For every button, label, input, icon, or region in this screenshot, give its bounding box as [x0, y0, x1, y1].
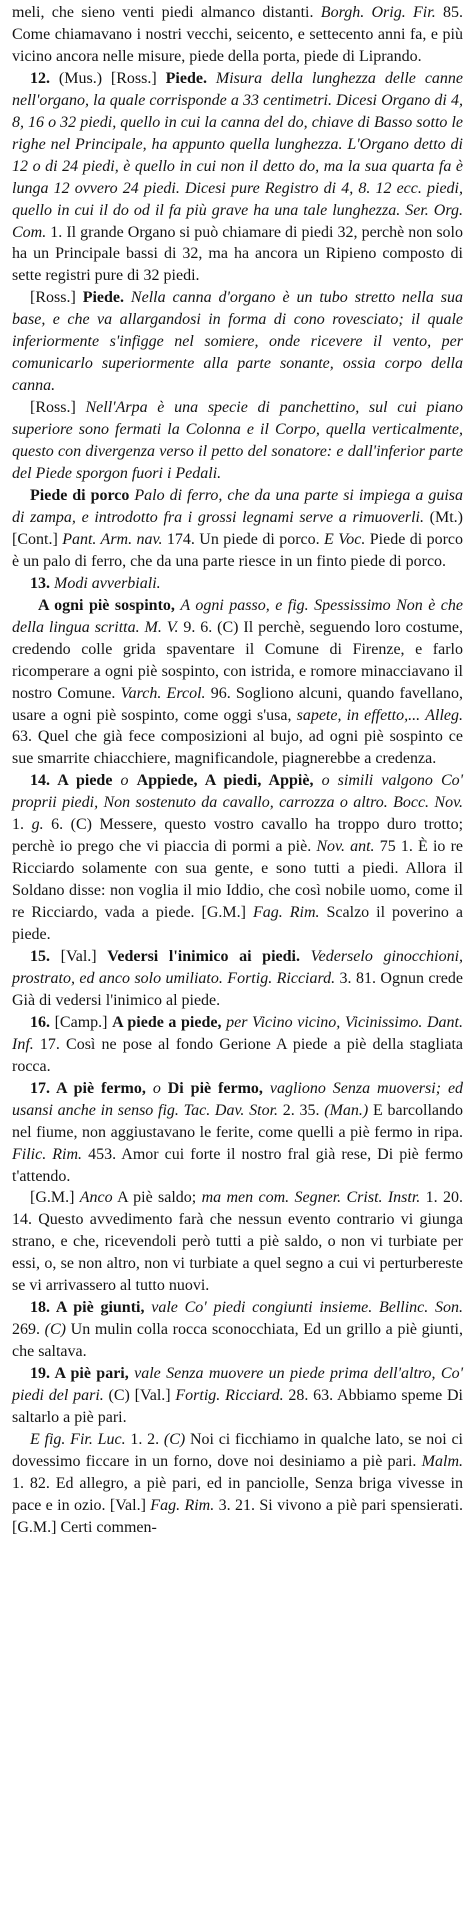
body-text: 28. 63. Abbiamo speme Di saltarlo a piè pari. — [12, 1387, 463, 1426]
italic-text: Alleg. — [425, 706, 463, 724]
italic-text: (C) — [44, 1321, 66, 1339]
body-text: 1. 2. — [125, 1430, 164, 1448]
body-text: Un mulin colla rocca sconocchiata, Ed un grillo a piè giunti, che saltava. — [12, 1321, 463, 1361]
italic-text: Fortig. Ricciard. — [175, 1387, 284, 1405]
entry-paragraph-p01 — [12, 2, 463, 68]
headword-text: Piede di porco — [30, 486, 130, 504]
italic-text: Varch. Ercol. — [120, 684, 206, 702]
body-text: 1. Il grande Organo si può chiamare di piedi 32, perchè non solo ha un Principale bassi di 32, ma ha ancora un Ripieno composto di sette registri pure di 32 piedi. — [12, 223, 463, 285]
body-text: (Mt.) [Cont.] — [12, 508, 464, 548]
headword-text: Appiede, A piedi, Appiè, — [136, 772, 314, 790]
headword-text: 19. A piè pari, — [30, 1365, 129, 1383]
entry-paragraph-p13 — [12, 1297, 463, 1363]
italic-text: Anco — [79, 1189, 113, 1207]
italic-text: sapete, in effetto,... — [296, 706, 421, 724]
body-text: 2. 35. — [278, 1101, 325, 1119]
italic-text: o — [120, 772, 129, 790]
headword-text: 15. — [30, 947, 50, 965]
entry-paragraph-p07 — [12, 595, 463, 771]
body-text: 1. 82. Ed allegro, a piè pari, ed in panciolle, Senza briga vivesse in pace e in ozio. [Val.] — [12, 1474, 463, 1514]
italic-text: (C) — [163, 1430, 186, 1448]
body-text — [207, 70, 216, 87]
body-text — [146, 1080, 153, 1097]
italic-text: Nell'Arpa è una specie di panchettino, sul cui piano superiore sono fermati la Colonna e il Corpo, quella verticalmente, questo con divergenza verso il petto del sonatore: e dall'inferior parte del Piede sporgon fuori i Pedali. — [12, 399, 464, 483]
body-text — [263, 1080, 270, 1097]
italic-text: o simili valgono Co' proprii piedi, Non sostenuto da cavallo, carrozza o altro. Bocc. Nov. — [12, 772, 464, 812]
entry-paragraph-p09 — [12, 946, 463, 1012]
entry-paragraph-p02 — [12, 68, 463, 288]
body-text: [Camp.] — [50, 1013, 113, 1031]
body-text: 75 1. È io re Ricciardo solamente con sua gente, e sono tutti a piedi. Allora il Soldano disse: non voglia il mio Iddio, che così nobile uomo, come il re Ricciardo, vada a piede. [G.M.] — [12, 838, 464, 922]
italic-text: Modi avverbiali. — [54, 574, 161, 592]
headword-text: Piede. — [82, 289, 125, 307]
italic-text: o — [152, 1079, 161, 1097]
headword-text: 14. A piede — [30, 772, 113, 790]
body-text: 3. 81. Ognun crede Già di vedersi l'inimico al piede. — [12, 969, 464, 1009]
body-text: Noi ci ficchiamo in qualche lato, se noi ci dovessimo ficcare in un forno, dove noi desiniamo a piè pari. — [12, 1430, 464, 1470]
body-text: 269. — [12, 1321, 45, 1339]
entry-paragraph-p06 — [12, 573, 463, 595]
italic-text: vagliono Senza muoversi; ed usansi anche in senso fig. Tac. Dav. Stor. — [12, 1079, 464, 1119]
body-text: 1. 20. 14. Questo avvedimento farà che nessun evento contrario vi giunga strano, e che, ricevendoli però tutti a piè saldo, o non vi turbiate per essi, o, se non altro, non vi turbiate a quel segno a cui vi perturbereste se vi arrivassero al tutto nuovi. — [12, 1189, 463, 1295]
italic-text: Fag. Rim. — [150, 1496, 215, 1514]
italic-text: E fig. Fir. Luc. — [30, 1430, 126, 1448]
italic-text: Nella canna d'organo è un tubo stretto nella sua base, e che va allargandosi in forma di cono rovesciato; il quale inferiormente s'infigge nel somiere, onde ricevere il vento, per comunicarlo superiormente alla parte sonante, ossia corpo della canna. — [12, 289, 464, 395]
headword-text: A ogni piè sospinto, — [38, 596, 175, 614]
body-text: (C) [Val.] — [103, 1387, 176, 1405]
body-text: meli, che sieno venti piedi almanco distanti. — [12, 4, 321, 21]
body-text — [112, 772, 120, 789]
body-text: 1. — [12, 816, 32, 834]
body-text: 6. (C) Messere, questo vostro cavallo ha troppo duro trotto; perchè io prego che vi piaccia di pormi a piè. — [12, 816, 464, 856]
italic-text: g. — [31, 816, 44, 834]
body-text: 9. 6. (C) Il perchè, seguendo loro costume, credendo colle grida spaventare il Comune di Firenze, e farlo ricomperare a ogni piè sospinto, con istrida, e romore minacciavano il nostro Comune. — [12, 618, 463, 702]
body-text — [161, 1080, 168, 1097]
entry-paragraph-p03 — [12, 287, 463, 397]
italic-text: Vederselo ginocchioni, prostrato, ed anco solo umiliato. Fortig. Ricciard. — [12, 947, 464, 987]
body-text: [Ross.] — [30, 399, 86, 417]
body-text: 96. Sogliono alcuni, quando favellano, usare a ogni piè sospinto, come oggi s'usa, — [12, 684, 464, 724]
italic-text: vale Senza muovere un piede prima dell'altro, Co' piedi del pari. — [12, 1365, 464, 1405]
body-text: A piè saldo; — [112, 1189, 202, 1207]
entry-paragraph-p11 — [12, 1078, 463, 1188]
italic-text: Fag. Rim. — [252, 904, 320, 922]
italic-text: per Vicino vicino, Vicinissimo. Dant. Inf. — [12, 1013, 464, 1053]
headword-text: 12. — [30, 69, 50, 87]
entry-paragraph-p05 — [12, 485, 463, 573]
italic-text: Pant. Arm. nav. — [62, 530, 163, 548]
body-text: 63. Quel che già fece composizioni al bujo, ad ogni piè sospinto ce sue smarrite chiacchiere, magnificandole, piagnerebbe a credenza. — [12, 728, 463, 768]
body-text: 453. Amor cui forte il nostro fral già rese, Di piè fermo t'attendo. — [12, 1145, 464, 1185]
body-text: [Val.] — [50, 947, 108, 965]
body-text: 174. Un piede di porco. — [162, 530, 325, 548]
headword-text: A piede a piede, — [112, 1013, 222, 1031]
body-text — [124, 289, 131, 306]
entry-paragraph-p14 — [12, 1363, 463, 1429]
entry-paragraph-p04 — [12, 397, 463, 485]
headword-text: 18. A piè giunti, — [30, 1299, 145, 1317]
italic-text: Palo di ferro, che da una parte si impiega a guisa di zampa, e introdotto fra i grossi legnami serve a rimuoverli. — [12, 486, 464, 526]
body-text: 85. Come chiamavano i nostri vecchi, seicento, e settecento anni fa, e più vicino ancora nelle misure, piede della porta, piede di Liprando. — [12, 4, 464, 65]
italic-text: Malm. — [421, 1452, 463, 1470]
entry-paragraph-p10 — [12, 1012, 463, 1078]
body-text: [G.M.] — [30, 1189, 80, 1207]
headword-text: 13. — [30, 574, 50, 592]
italic-text: E Voc. — [324, 530, 366, 548]
italic-text: Borgh. Orig. Fir. — [320, 4, 436, 21]
body-text — [313, 772, 321, 789]
entry-paragraph-p15 — [12, 1429, 463, 1539]
body-text — [300, 948, 311, 965]
italic-text: Misura della lunghezza delle canne nell'organo, la quale corrisponde a 33 centimetri. Dicesi Organo di 4, 8, 16 o 32 piedi, quello in cui la canna del do, chiave di Basso sotto le righe nel Principale, ha appunto quella lunghezza. L'Organo detto di 12 o di 24 piedi, è quello in cui non il detto do, ma la sua quarta fa è lunga 12 ovvero 24 piedi. Dicesi pure Registro di 4, 8. 12 ecc. piedi, quello in cui il do od il fa più grave ha una tale lunghezza. Ser. Org. Com. — [12, 69, 464, 241]
body-text: [Ross.] — [30, 289, 83, 307]
headword-text: Vedersi l'inimico ai piedi. — [107, 947, 300, 965]
italic-text: Nov. ant. — [316, 838, 375, 856]
body-text: (Mus.) [Ross.] — [50, 69, 166, 87]
body-text: 3. 21. Si vivono a piè pari spensierati. [G.M.] Certi commen- — [12, 1496, 464, 1536]
body-text: E barcollando nel fiume, non aggiustavano le ferite, come quelli a piè fermo in ripa. — [12, 1101, 464, 1141]
headword-text: 17. A piè fermo, — [30, 1079, 146, 1097]
italic-text: A ogni passo, e fig. Spessissimo Non è che della lingua scritta. M. V. — [12, 596, 464, 636]
body-text: 17. Così ne pose al fondo Gerione A piede a piè della stagliata rocca. — [12, 1035, 463, 1075]
body-text: Scalzo il poverino a piede. — [12, 904, 464, 944]
italic-text: Filic. Rim. — [12, 1145, 83, 1163]
body-text — [129, 772, 137, 789]
entry-paragraph-p08 — [12, 770, 463, 946]
headword-text: Di piè fermo, — [167, 1079, 263, 1097]
italic-text: vale Co' piedi congiunti insieme. Bellinc. Son. — [151, 1299, 464, 1317]
entry-paragraph-p12 — [12, 1187, 463, 1297]
italic-text: (Man.) — [324, 1101, 369, 1119]
body-text: Piede di porco è un palo di ferro, che da una parte riesce in un finto piede di porco. — [12, 530, 464, 570]
italic-text: ma men com. Segner. Crist. Instr. — [201, 1189, 421, 1207]
headword-text: Piede. — [165, 69, 207, 87]
headword-text: 16. — [30, 1013, 50, 1031]
